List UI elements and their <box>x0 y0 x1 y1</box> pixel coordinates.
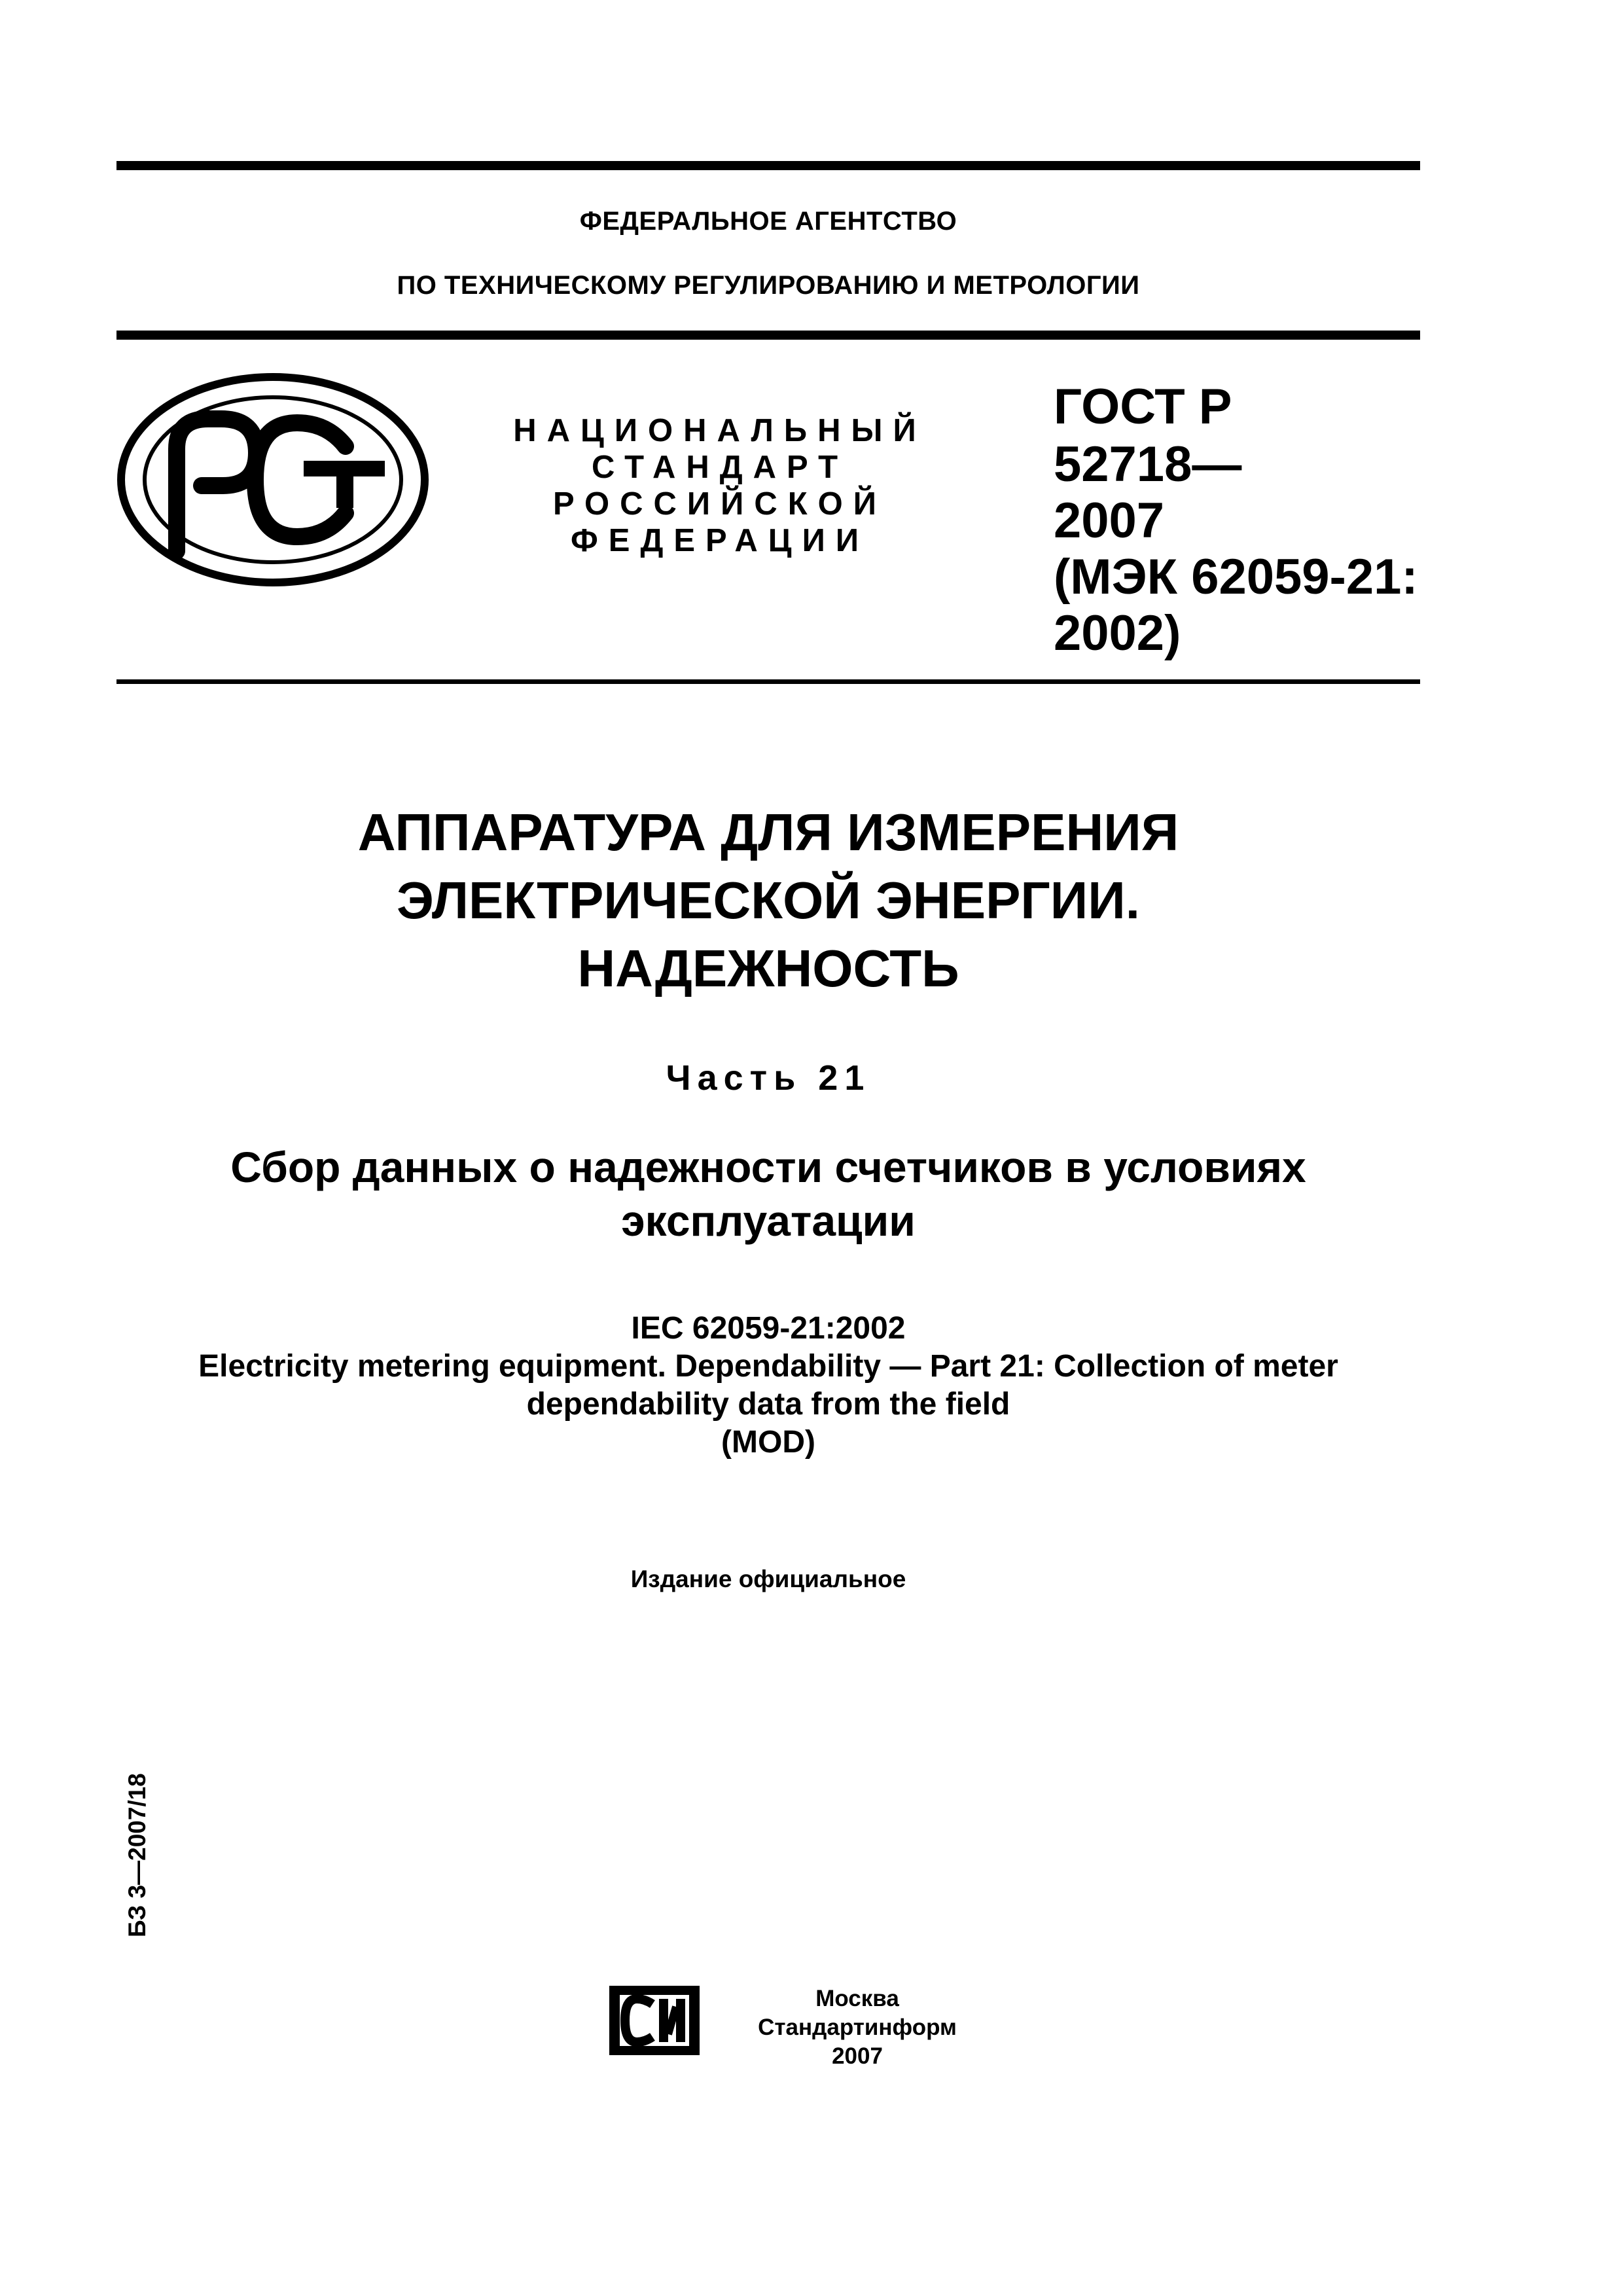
agency-rule <box>116 331 1420 340</box>
designation-line-2: 52718— <box>1054 437 1242 492</box>
title-line-1: АППАРАТУРА ДЛЯ ИЗМЕРЕНИЯ <box>357 803 1179 861</box>
rst-logo <box>116 373 429 586</box>
title-line-3: НАДЕЖНОСТЬ <box>577 939 959 997</box>
subtitle-line-2: эксплуатации <box>621 1196 916 1245</box>
agency-line-2: ПО ТЕХНИЧЕСКОМУ РЕГУЛИРОВАНИЮ И МЕТРОЛОГИИ <box>397 271 1140 300</box>
publisher-city: Москва <box>815 1986 899 2011</box>
national-standard-line-1: НАЦИОНАЛЬНЫЙ <box>513 413 927 448</box>
designation-line-1: ГОСТ Р <box>1054 379 1232 435</box>
header-bottom-rule <box>116 679 1420 684</box>
standartinform-logo-graphic <box>605 1982 704 2059</box>
publisher-year: 2007 <box>832 2043 883 2069</box>
side-code: БЗ 3—2007/18 <box>124 1773 151 1937</box>
national-standard-line-4: ФЕДЕРАЦИИ <box>570 523 870 558</box>
top-rule <box>116 161 1420 170</box>
agency-line-1: ФЕДЕРАЛЬНОЕ АГЕНТСТВО <box>579 207 957 236</box>
designation-line-5: 2002) <box>1054 605 1181 661</box>
iec-code: IEC 62059-21:2002 <box>631 1311 906 1346</box>
iec-title-line-1: Electricity metering equipment. Dependability — Part 21: Collection of meter <box>198 1349 1338 1384</box>
designation-line-3: 2007 <box>1054 493 1165 548</box>
rst-logo-graphic <box>116 373 429 586</box>
designation-line-4: (МЭК 62059-21: <box>1054 549 1418 605</box>
part-number: Часть 21 <box>666 1058 871 1098</box>
subtitle-line-1: Сбор данных о надежности счетчиков в условиях <box>230 1143 1306 1191</box>
publisher-name: Стандартинформ <box>758 2015 957 2040</box>
publisher-logo <box>605 1982 704 2059</box>
edition-note: Издание официальное <box>630 1566 906 1592</box>
title-line-2: ЭЛЕКТРИЧЕСКОЙ ЭНЕРГИИ. <box>396 871 1140 929</box>
national-standard-line-2: СТАНДАРТ <box>591 450 849 485</box>
iec-title-line-2: dependability data from the field <box>526 1387 1010 1422</box>
national-standard-line-3: РОССИЙСКОЙ <box>553 486 887 522</box>
iec-title-line-3: (MOD) <box>721 1425 815 1460</box>
